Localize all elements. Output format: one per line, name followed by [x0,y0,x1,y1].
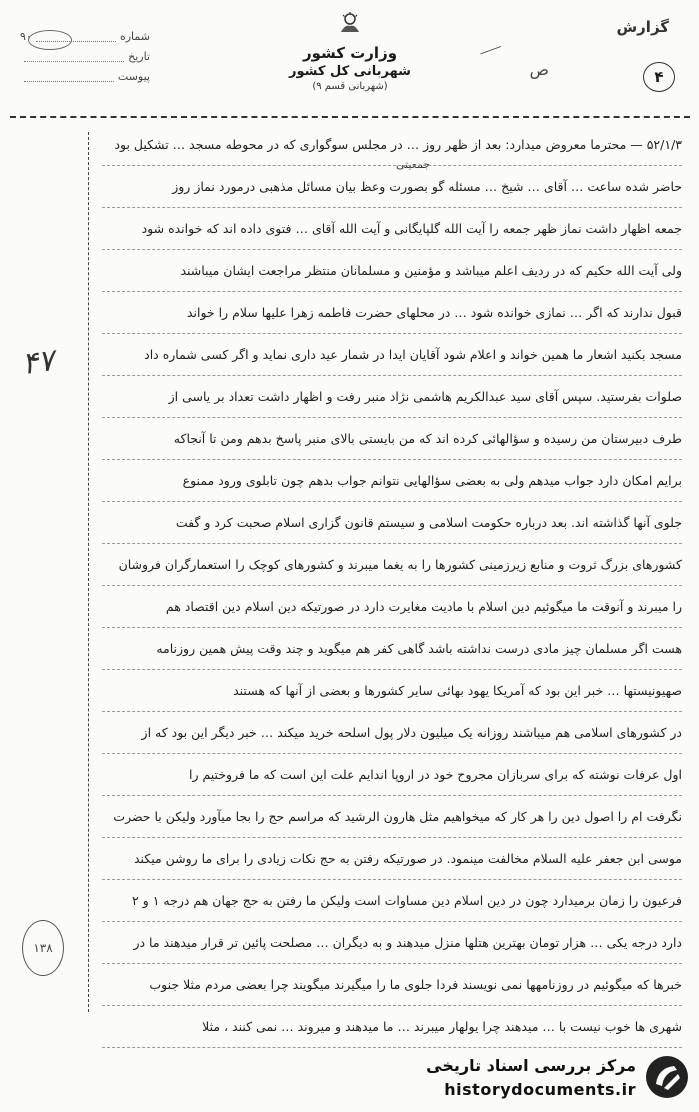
text-line: در کشورهای اسلامی هم میباشند روزانه یک میلیون دلار پول اسلحه خرید میکند … خبر دیگر این بود که از [102,712,682,754]
margin-handwritten-number: ۴۷ [19,342,57,383]
text-line: ولی آیت الله حکیم که در ردیف اعلم میباشد و مؤمنین و مسلمانان منتظر مراجعت ایشان میباشند [102,250,682,292]
attachment-label: پیوست [117,69,150,83]
text-line: طرف دبیرستان من رسیده و سؤالهائی کرده اند که من بایستی بالای منبر پاسخ بدهم ومن تا آنجاکه [102,418,682,460]
margin-line [88,132,89,1012]
department-name: شهربانی کل کشور [289,64,411,79]
number-value: ۹۰ [20,29,32,43]
attachment-dotted-line [24,71,114,82]
ministry-name: وزارت کشور [302,44,398,62]
text-line: صلوات بفرستید. سپس آقای سید عبدالکریم هاشمی نژاد منبر رفت و اظهار داشت تعداد بر یاسی از [102,376,682,418]
text-line: اول عرفات نوشته که برای سربازان مجروح خود در اروپا اندایم علت این است که ما فروختیم را [102,754,682,796]
text-line: جمعه اظهار داشت نماز ظهر جمعه را آیت الله گلپایگانی و آیت الله آقای … فتوی داده اند که خوانده شود [102,208,682,250]
text-line: را میبرند و آنوقت ما میگوئیم دین اسلام با مادیت مغایرت دارد در صورتیکه دین اسلام دین اقتصاد هم [102,586,682,628]
text-line: مسجد بکنید اشعار ما همین خواند و اعلام شود آقایان ایدا در شمار عید داری نماید و اگر کسی شماره داد [102,334,682,376]
text-line: ۵۲/۱/۳ — محترما معروض میدارد: بعد از ظهر روز … در مجلس سوگواری که در محوطه مسجد … تشکیل بود [102,124,682,166]
text-line: موسی ابن جعفر علیه السلام مخالفت مینمود. در صورتیکه رفتن به حج نکات زیادی را برای ما روشن میکند [102,838,682,880]
lion-and-sun-emblem-icon [337,10,363,36]
interlinear-note: جمعیتی [396,158,431,171]
text-line: خبرها که میگوئیم در روزنامهها نمی نویسند فردا جلوی ما را میگیرند میگویند چرا بعضی مردم مثلا جنوب [102,964,682,1006]
archive-watermark [425,1048,690,1108]
text-line: صهیونیستها … خبر این بود که آمریکا یهود بهائی سایر کشورها و بعضی از آنها که هستند [102,670,682,712]
number-label: شماره [119,29,150,43]
text-line: نگرفت ام را اصول دین را هر کار که میخواهیم مثل هارون الرشید که مراسم حج را بجا میآورد ولیکن با حضرت [102,796,682,838]
archive-website: historydocuments.ir [444,1080,636,1099]
text-line: کشورهای بزرگ ثروت و منابع زیرزمینی کشورها را به یغما میبرند و کشورهای کوچک را استعمارگران فروشان [102,544,682,586]
number-oval-mark [28,30,72,50]
report-body [102,124,682,1048]
text-line: قبول ندارند که اگر … نمازی خوانده شود … در محلهای حضرت فاطمه زهرا علیها سلام را خواند [102,292,682,334]
text-line: حاضر شده ساعت … آقای … شیخ … مسئله گو بصورت وعظ بیان مسائل مذهبی درمورد نماز روز [102,166,682,208]
sub-department: (شهربانی قسم ۹) [312,81,388,92]
circled-page-number: ۴ [643,62,675,92]
text-line: شهری ها خوب نیست با … میدهند چرا یولهار میبرند … ما میدهند و میروند … نمی کنند ، مثلا [102,1006,682,1048]
date-label: تاریخ [128,49,150,63]
margin-stamp: ۱۳۸ [22,920,64,976]
date-dotted-line [24,51,124,62]
archive-brand-name: مرکز بررسی اسناد تاریخی [426,1056,636,1075]
text-line: دارد درجه یکی … هزار تومان بهترین هتلها منزل میدهند و به دیگران … مصلحت پائین تر قرار میدهند ما در [102,922,682,964]
attachment-field [20,66,150,86]
header-separator [10,116,690,118]
archive-logo-icon [644,1054,690,1100]
pen-tick-mark [477,37,501,55]
letterhead [250,10,450,92]
text-line: هست اگر مسلمان چیز مادی درست نداشته باشد گاهی کفر هم میگوید و چند وقت پیش همین روزنامه [102,628,682,670]
text-line: فرعیون را زمان برمیدارد چون در دین اسلام دین مساوات است ولیکن ما رفتن به حج جهان هم درجه ۱ و ۲ [102,880,682,922]
report-title: گزارش [616,18,669,36]
handwritten-mark: ص [529,60,549,79]
text-line: برایم امکان دارد جواب میدهم ولی به بعضی سؤالهایی نتوانم جواب بدهم چون تابلوی ورود ممنوع [102,460,682,502]
text-line: جلوی آنها گذاشته اند. بعد درباره حکومت اسلامی و سیستم قانون گزاری اسلام صحبت کرد و گفت [102,502,682,544]
